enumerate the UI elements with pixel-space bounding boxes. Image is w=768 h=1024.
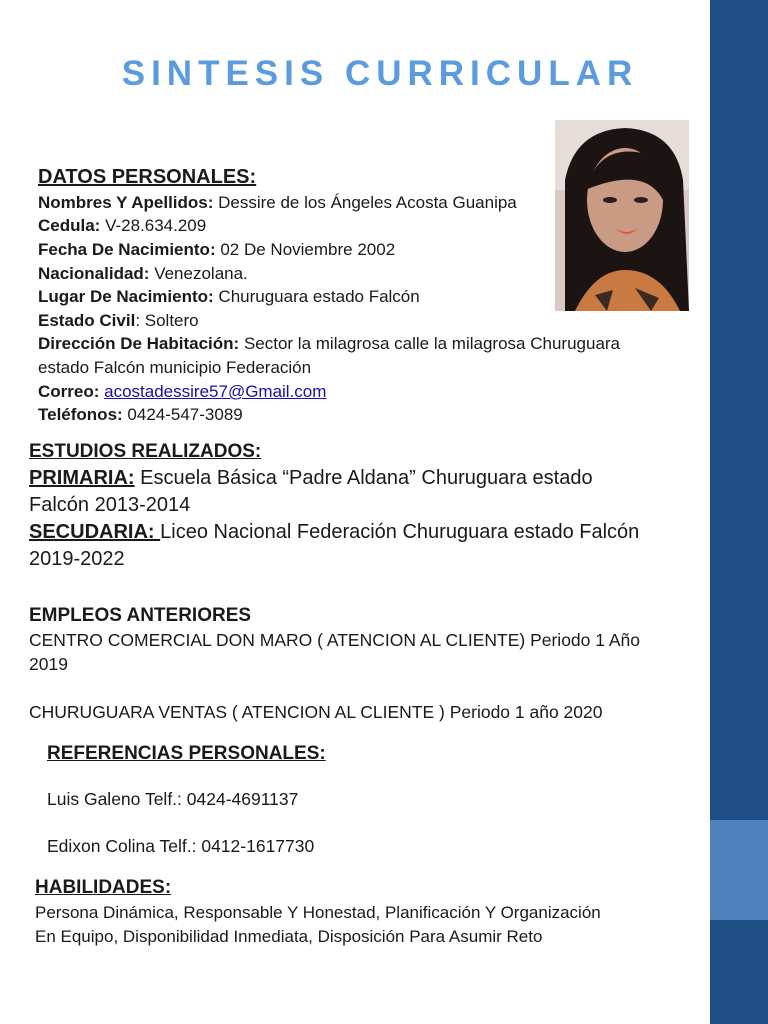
primaria-label: PRIMARIA: <box>29 467 135 489</box>
secundaria-value: Liceo Nacional Federación Churuguara estado Falcón <box>160 521 640 543</box>
fecha-row <box>38 238 395 262</box>
nacionalidad-row <box>38 262 248 286</box>
habilidades-line-2: En Equipo, Disponibilidad Inmediata, Disposición Para Asumir Reto <box>35 927 543 946</box>
direccion-value-cont: estado Falcón municipio Federación <box>38 358 312 377</box>
correo-link[interactable]: acostadessire57@Gmail.com <box>104 382 327 401</box>
habilidades-heading: HABILIDADES: <box>35 877 172 898</box>
direccion-row <box>38 332 620 356</box>
correo-label: Correo: <box>38 382 100 401</box>
secundaria-row <box>29 521 639 544</box>
nombres-label: Nombres Y Apellidos: <box>38 193 214 212</box>
estudios-heading: ESTUDIOS REALIZADOS: <box>29 441 262 462</box>
direccion-label: Dirección De Habitación: <box>38 334 240 353</box>
fecha-label: Fecha De Nacimiento: <box>38 240 216 259</box>
datos-heading: DATOS PERSONALES: <box>38 166 257 188</box>
secundaria-value-cont: 2019-2022 <box>29 548 125 570</box>
referencia-2: Edixon Colina Telf.: 0412-1617730 <box>47 836 315 856</box>
nombres-row <box>38 191 517 215</box>
lugar-row <box>38 285 420 309</box>
lugar-value: Churuguara estado Falcón <box>213 287 420 306</box>
nacionalidad-label: Nacionalidad: <box>38 264 150 283</box>
telefonos-label: Teléfonos: <box>38 405 123 424</box>
empleo-2: CHURUGUARA VENTAS ( ATENCION AL CLIENTE ) Periodo 1 año 2020 <box>29 702 603 722</box>
referencias-heading: REFERENCIAS PERSONALES: <box>47 743 326 764</box>
nacionalidad-value: Venezolana. <box>149 264 248 283</box>
direccion-value: Sector la milagrosa calle la milagrosa Churuguara <box>239 334 621 353</box>
telefonos-value: 0424-547-3089 <box>122 405 243 424</box>
civil-row <box>38 309 199 333</box>
profile-photo <box>555 120 689 311</box>
referencia-1: Luis Galeno Telf.: 0424-4691137 <box>47 789 299 809</box>
primaria-value: Escuela Básica “Padre Aldana” Churuguara estado <box>134 467 593 489</box>
primaria-value-cont: Falcón 2013-2014 <box>29 494 191 516</box>
lugar-label: Lugar De Nacimiento: <box>38 287 214 306</box>
page-title: SINTESIS CURRICULAR <box>121 54 639 93</box>
secundaria-label: SECUDARIA: <box>29 521 161 543</box>
empleos-heading: EMPLEOS ANTERIORES <box>29 605 252 626</box>
empleo-1-line-1: CENTRO COMERCIAL DON MARO ( ATENCION AL CLIENTE) Periodo 1 Año <box>29 630 641 650</box>
sidebar-accent-block <box>710 820 768 920</box>
cedula-value: V-28.634.209 <box>100 216 207 235</box>
primaria-row <box>29 467 593 490</box>
telefonos-row <box>38 403 243 427</box>
nombres-value: Dessire de los Ángeles Acosta Guanipa <box>213 193 517 212</box>
correo-row <box>38 380 326 404</box>
fecha-value: 02 De Noviembre 2002 <box>215 240 396 259</box>
empleo-1-line-2: 2019 <box>29 654 68 674</box>
cedula-row <box>38 214 206 238</box>
civil-value: : Soltero <box>135 311 199 330</box>
cedula-label: Cedula: <box>38 216 101 235</box>
habilidades-line-1: Persona Dinámica, Responsable Y Honestad, Planificación Y Organización <box>35 903 601 922</box>
civil-label: Estado Civil <box>38 311 136 330</box>
